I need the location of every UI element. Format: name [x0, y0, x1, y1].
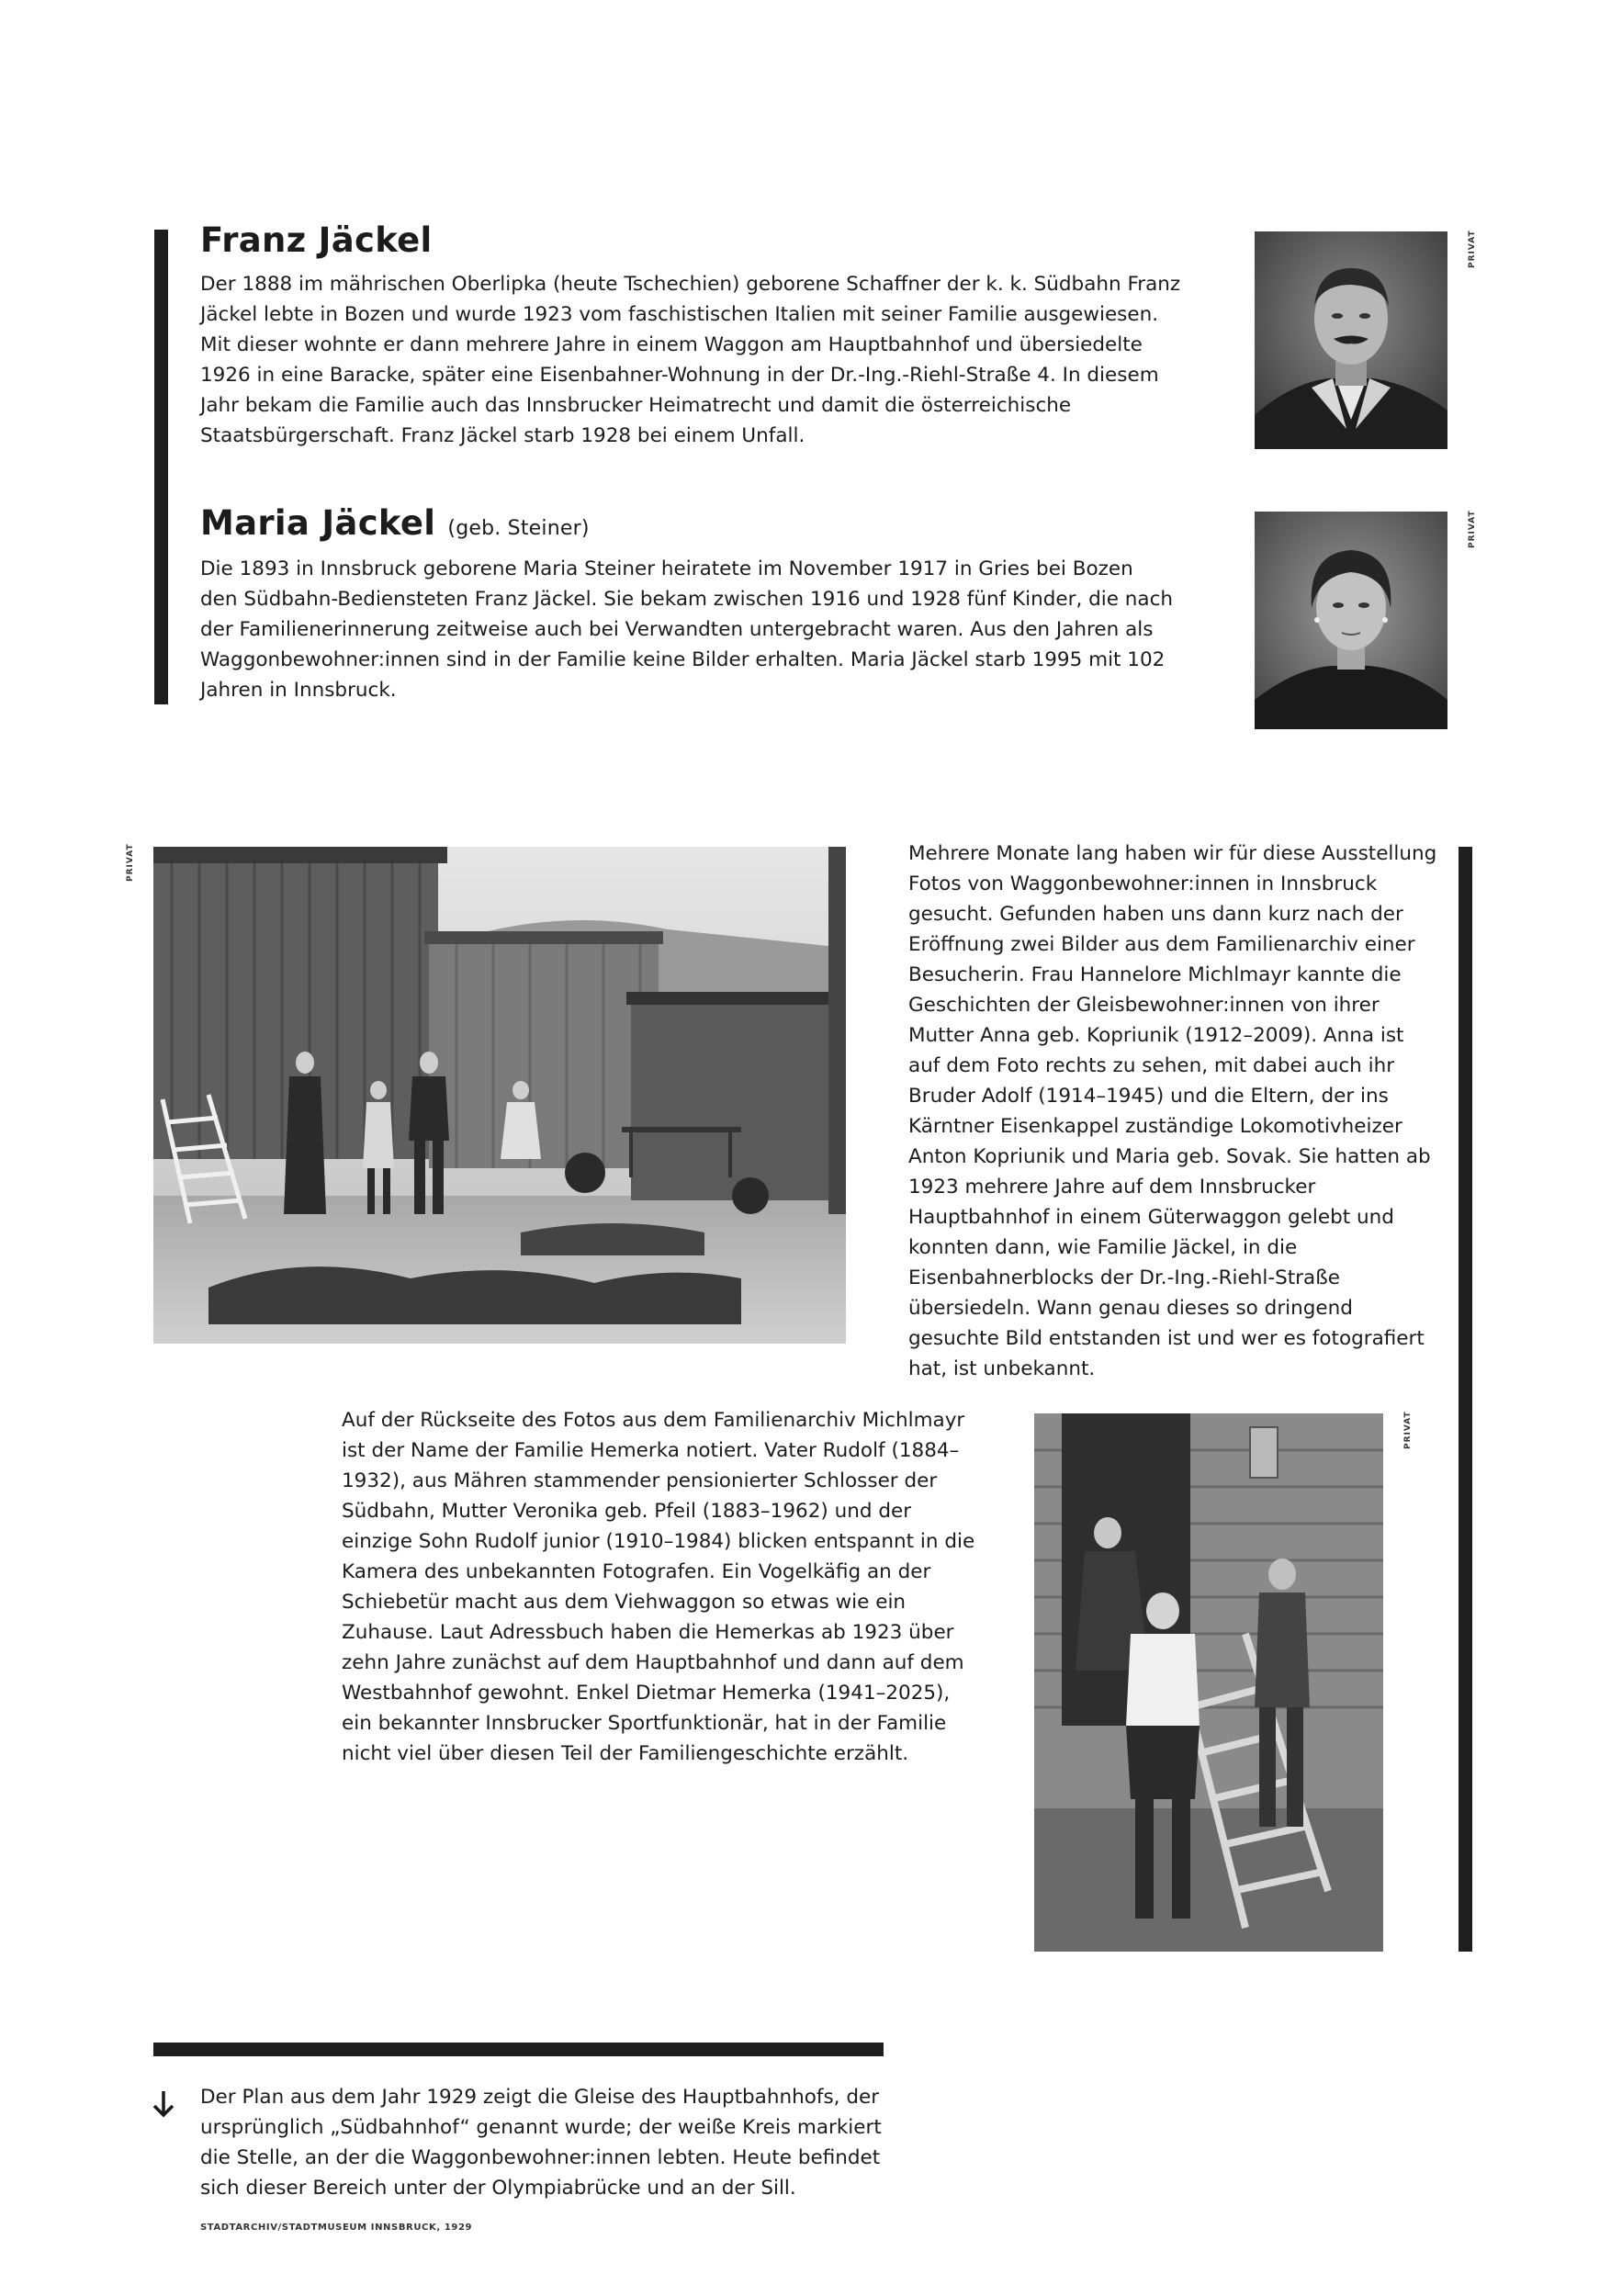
franz-photo-credit: PRIVAT: [1468, 230, 1477, 268]
maria-title-wrap: [200, 503, 1211, 543]
hemerka-photo-credit: PRIVAT: [1403, 1411, 1413, 1449]
franz-title: Franz Jäckel: [200, 220, 433, 260]
maria-photo-credit: PRIVAT: [1468, 510, 1477, 548]
arrow-down-icon: [152, 2089, 175, 2119]
maria-title: Maria Jäckel: [200, 503, 436, 543]
plan-credit: STADTARCHIV/STADTMUSEUM INNSBRUCK, 1929: [200, 2223, 473, 2233]
kopriunik-photo-credit: PRIVAT: [126, 843, 135, 882]
kopriunik-text: Mehrere Monate lang haben wir für diese Ausstellung Fotos von Waggonbewohner:innen in Innsbruck gesucht. Gefunden haben uns dann kurz nach der Eröffnung zwei Bilder aus dem Familienarchiv einer Besucherin. Frau Hannelore Michlmayr kannte die Geschichten der Gleisbewohner:innen von ihrer Mutter Anna geb. Kopriunik (1912–2009). Anna ist auf dem Foto rechts zu sehen, mit dabei auch ihr Bruder Adolf (1914–1945) und die Eltern, der ins Kärntner Eisenkappel zuständige Lokomotivheizer Anton Kopriunik und Maria geb. Sovak. Sie hatten ab 1923 mehrere Jahre auf dem Innsbrucker Hauptbahnhof in einem Güterwaggon gelebt und konnten dann, wie Familie Jäckel, in die Eisenbahnerblocks der Dr.-Ing.-Riehl-Straße übersiedeln. Wann genau dieses so dringend gesuchte Bild entstanden ist und wer es fotografiert hat, ist unbekannt.: [908, 842, 1437, 1380]
hemerka-family-photo: [1034, 1413, 1383, 1952]
franz-block: [200, 220, 1211, 451]
maria-subtitle: (geb. Steiner): [447, 517, 590, 540]
maria-block: [200, 503, 1211, 705]
maria-text: Die 1893 in Innsbruck geborene Maria Steiner heiratete im November 1917 in Gries bei Bozen den Südbahn-Bediensteten Franz Jäckel. Sie bekam zwischen 1916 und 1928 fünf Kinder, die nach der Familienerinnerung zeitweise auch bei Verwandten untergebracht waren. Aus den Jahren als Waggonbewohner:innen sind in der Familie keine Bilder erhalten. Maria Jäckel starb 1995 mit 102 Jahren in Innsbruck.: [200, 557, 1174, 702]
plan-text: Der Plan aus dem Jahr 1929 zeigt die Gleise des Hauptbahnhofs, der ursprünglich „Südbahnhof“ genannt wurde; der weiße Kreis markiert die Stelle, an der die Waggonbewohner:innen lebten. Heute befindet sich dieser Bereich unter der Olympiabrücke und an der Sill.: [200, 2086, 882, 2200]
maria-portrait-photo: [1255, 512, 1447, 729]
hemerka-text: Auf der Rückseite des Fotos aus dem Familienarchiv Michlmayr ist der Name der Familie Hemerka notiert. Vater Rudolf (1884–1932), aus Mähren stammender pensionierter Schlosser der Südbahn, Mutter Veronika geb. Pfeil (1883–1962) und der einzige Sohn Rudolf junior (1910–1984) blicken entspannt in die Kamera des unbekannten Fotografen. Ein Vogelkäfig an der Schiebetür macht aus dem Viehwaggon so etwas wie ein Zuhause. Laut Adressbuch haben die Hemerkas ab 1923 über zehn Jahre zunächst auf dem Hauptbahnhof und dann auf dem Westbahnhof gewohnt. Enkel Dietmar Hemerka (1941–2025), ein bekannter Innsbrucker Sportfunktionär, hat in der Familie nicht viel über diesen Teil der Familiengeschichte erzählt.: [342, 1409, 975, 1765]
section-bar-left-top: [154, 230, 168, 704]
kopriunik-family-photo: [153, 847, 846, 1344]
franz-text: Der 1888 im mährischen Oberlipka (heute Tschechien) geborene Schaffner der k. k. Südbahn Franz Jäckel lebte in Bozen und wurde 1923 vom faschistischen Italien mit seiner Familie ausgewiesen. Mit dieser wohnte er dann mehrere Jahre in einem Waggon am Hauptbahnhof und übersiedelte 1926 in eine Baracke, später eine Eisenbahner-Wohnung in der Dr.-Ing.-Riehl-Straße 4. In diesem Jahr bekam die Familie auch das Innsbrucker Heimatrecht und damit die österreichische Staatsbürgerschaft. Franz Jäckel starb 1928 bei einem Unfall.: [200, 273, 1181, 447]
section-bar-right: [1459, 847, 1472, 1952]
plan-top-bar: [153, 2043, 884, 2056]
franz-portrait-photo: [1255, 231, 1447, 449]
